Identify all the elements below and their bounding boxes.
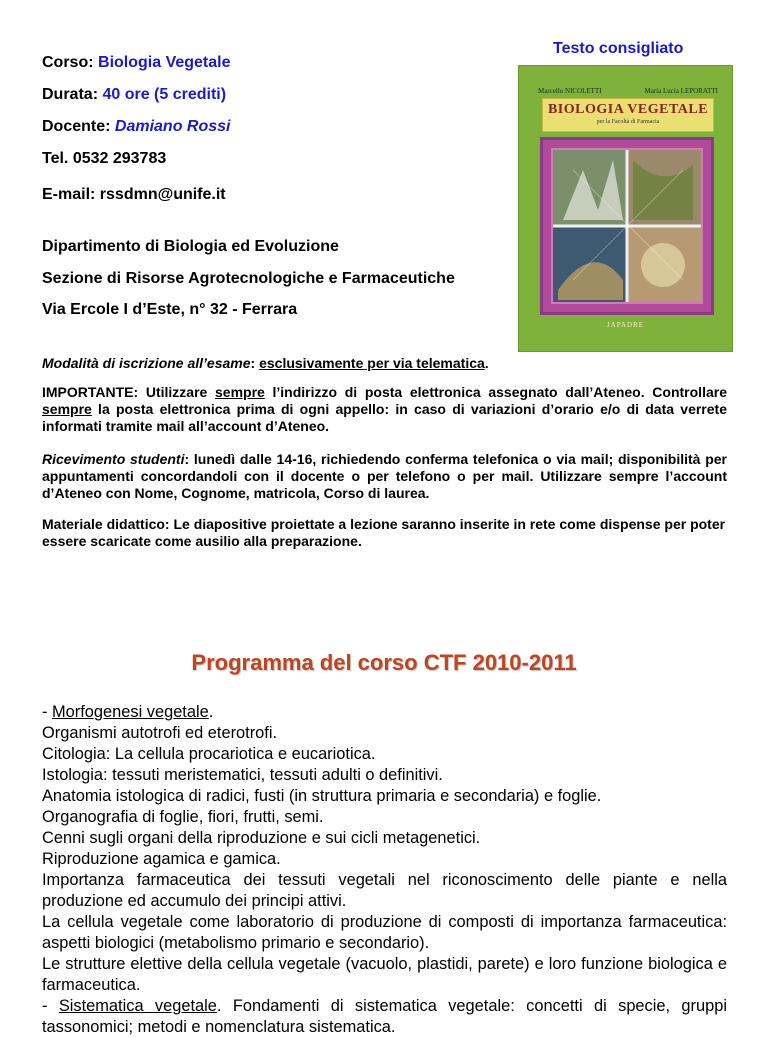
program-line: Anatomia istologica di radici, fusti (in struttura primaria e secondaria) e foglie. xyxy=(42,787,602,805)
program-paragraph: Le strutture elettive della cellula vegetale (vacuolo, plastidi, parete) e loro funzione biologica e farmaceutica. xyxy=(42,955,727,994)
materiale-paragraph: Materiale didattico: Le diapositive proiettate a lezione saranno inserite in rete come dispense per poter essere scaricate come ausilio alla preparazione. xyxy=(42,516,726,549)
sistematica-text: . Fondamenti di sistematica vegetale: concetti di specie, gruppi tassonomici; metodi e nomenclatura sistematica. xyxy=(42,997,727,1036)
sistematica-line xyxy=(42,996,727,1038)
program-line: Riproduzione agamica e gamica. xyxy=(42,850,281,868)
ricevimento-text: : lunedì dalle 14-16, richiedendo conferma telefonica o via mail; disponibilità per appuntamenti concordandoli con il docente o per telefono o per mail. Utilizzare sempre l’account d’Ateneo con Nome, Cognome, matricola, Corso di laurea. xyxy=(42,451,727,501)
modalita-value: esclusivamente per via telematica xyxy=(259,355,485,371)
importante-sempre-1: sempre xyxy=(215,384,265,400)
book-cover-illustration xyxy=(551,148,703,304)
durata-label: Durata xyxy=(42,86,93,103)
dipartimento-line: Dipartimento di Biologia ed Evoluzione xyxy=(42,238,339,255)
importante-text-2: l’indirizzo di posta elettronica assegnato dall’Ateneo. Controllare xyxy=(264,384,727,400)
program-line: Istologia: tessuti meristematici, tessuti adulti o definitivi. xyxy=(42,766,443,784)
importante-sempre-2: sempre xyxy=(42,401,92,417)
corso-value: Biologia Vegetale xyxy=(98,54,231,71)
corso-line xyxy=(42,54,231,72)
program-line: Organografia di foglie, fiori, frutti, semi. xyxy=(42,808,324,826)
plant-collage-icon xyxy=(553,150,701,302)
durata-colon: : xyxy=(92,86,99,103)
book-authors xyxy=(538,87,718,95)
sezione-line: Sezione di Risorse Agrotecnologiche e Farmaceutiche xyxy=(42,270,455,287)
durata-value: 40 ore (5 crediti) xyxy=(102,86,227,103)
durata-line xyxy=(42,86,226,104)
importante-text-1: IMPORTANTE: Utilizzare xyxy=(42,384,215,400)
modalita-colon: : xyxy=(250,355,256,371)
ricevimento-label: Ricevimento studenti xyxy=(42,451,185,467)
morfo-prefix: - xyxy=(42,703,53,721)
docente-value: Damiano Rossi xyxy=(114,118,231,135)
book-author-2: Maria Lucia LEPORATTI xyxy=(644,87,718,95)
ricevimento-paragraph xyxy=(42,451,727,502)
sist-prefix: - xyxy=(42,997,59,1015)
programma-title: Programma del corso CTF 2010-2011 xyxy=(191,650,577,675)
morfogenesi-heading-line xyxy=(42,702,727,723)
docente-label: Docente: xyxy=(42,118,111,135)
email-line[interactable]: E-mail: rssdmn@unife.it xyxy=(42,186,226,203)
program-paragraph: Importanza farmaceutica dei tessuti vegetali nel riconoscimento delle piante e nella produzione ed accumulo dei principi attivi. xyxy=(42,871,727,910)
programma-body xyxy=(42,702,727,1038)
book-cover-frame xyxy=(540,137,714,315)
indirizzo-line: Via Ercole I d’Este, n° 32 - Ferrara xyxy=(42,301,298,318)
book-title-banner xyxy=(542,98,714,132)
program-paragraph: La cellula vegetale come laboratorio di produzione di composti di importanza farmaceutica: aspetti biologici (metabolismo primario e secondario). xyxy=(42,913,727,952)
modalita-paragraph xyxy=(42,355,727,372)
docente-line xyxy=(42,118,231,136)
book-subtitle: per la Facoltà di Farmacia xyxy=(596,119,660,125)
program-line: Organismi autotrofi ed eterotrofi. xyxy=(42,724,278,742)
morfogenesi-heading: Morfogenesi vegetale xyxy=(52,703,209,721)
modalita-label: Modalità di iscrizione all’esame xyxy=(42,355,251,371)
book-publisher: JAPADRE xyxy=(606,321,645,329)
importante-text-3: la posta elettronica prima di ogni appello: in caso di variazioni d’orario e/o di data verrete informati tramite mail all’account d’Ateneo. xyxy=(42,401,727,434)
sistematica-heading: Sistematica vegetale xyxy=(58,997,217,1015)
book-author-1: Marcello NICOLETTI xyxy=(538,87,602,95)
program-line: Cenni sugli organi della riproduzione e sui cicli metagenetici. xyxy=(42,829,481,847)
program-line: Citologia: La cellula procariotica e eucariotica. xyxy=(42,745,376,763)
book-title: BIOLOGIA VEGETALE xyxy=(547,102,709,117)
tel-line: Tel. 0532 293783 xyxy=(42,150,167,167)
recommended-text-heading: Testo consigliato xyxy=(553,40,684,57)
morfo-end: . xyxy=(208,703,214,721)
modalita-end: . xyxy=(484,355,489,371)
book-cover-image xyxy=(518,65,733,352)
corso-label: Corso: xyxy=(42,54,94,71)
importante-paragraph xyxy=(42,384,727,435)
